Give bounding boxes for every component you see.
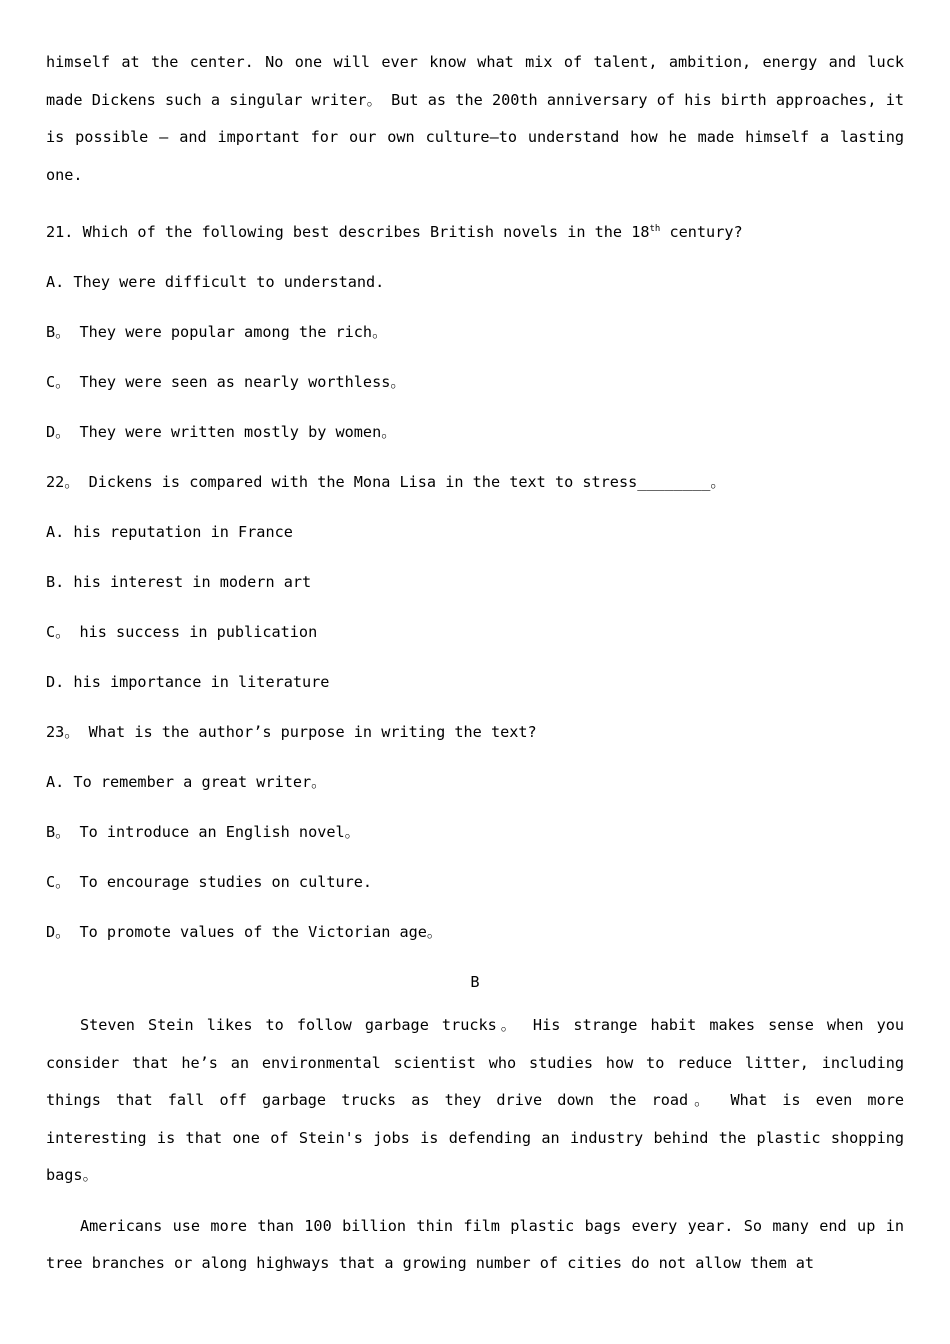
section-b-paragraph-1: Steven Stein likes to follow garbage trucks。 His strange habit makes sense when you consider that he’s an environmental scientist who studies how to reduce litter, including things that fall off garbage trucks as they drive down the road。 What is even more interesting is that one of Stein's jobs is defending an industry behind the plastic shopping bags。 — [46, 1016, 904, 1184]
intro-paragraph: himself at the center. No one will ever know what mix of talent, ambition, energy and luck made Dickens such a singular writer。 But as the 200th anniversary of his birth approaches, it is possible – and important for our own culture—to understand how he made himself a lasting one. — [46, 53, 904, 184]
question-23-option-a: A. To remember a great writer。 — [46, 773, 327, 791]
section-b-paragraph-2: Americans use more than 100 billion thin film plastic bags every year. So many end up in tree branches or along highways that a growing number of cities do not allow them at — [46, 1216, 904, 1272]
question-21-option-c: C。 They were seen as nearly worthless。 — [46, 373, 406, 391]
question-22-option-b: B. his interest in modern art — [46, 573, 312, 591]
question-21-stem-after: century? — [660, 223, 743, 241]
question-21-option-b: B。 They were popular among the rich。 — [46, 323, 388, 341]
question-22-option-d: D. his importance in literature — [46, 673, 330, 691]
question-21 — [46, 207, 904, 457]
question-21-option-a: A. They were difficult to understand. — [46, 273, 385, 291]
question-23 — [46, 707, 904, 957]
question-22-stem: 22。 Dickens is compared with the Mona Lisa in the text to stress________。 — [46, 473, 726, 491]
question-23-stem: 23。 What is the author’s purpose in writing the text? — [46, 723, 537, 741]
question-22-option-a: A. his reputation in France — [46, 523, 293, 541]
question-23-option-d: D。 To promote values of the Victorian age。 — [46, 923, 443, 941]
section-b-heading: B — [470, 973, 480, 991]
question-21-stem — [46, 207, 904, 257]
question-21-stem-before: 21. Which of the following best describes British novels in the 18 — [46, 223, 650, 241]
question-23-option-c: C。 To encourage studies on culture. — [46, 873, 373, 891]
question-22 — [46, 457, 904, 707]
question-21-option-d: D。 They were written mostly by women。 — [46, 423, 397, 441]
question-23-option-b: B。 To introduce an English novel。 — [46, 823, 360, 841]
question-21-stem-sup: th — [649, 224, 661, 234]
document-page — [46, 44, 904, 1283]
question-22-option-c: C。 his success in publication — [46, 623, 318, 641]
